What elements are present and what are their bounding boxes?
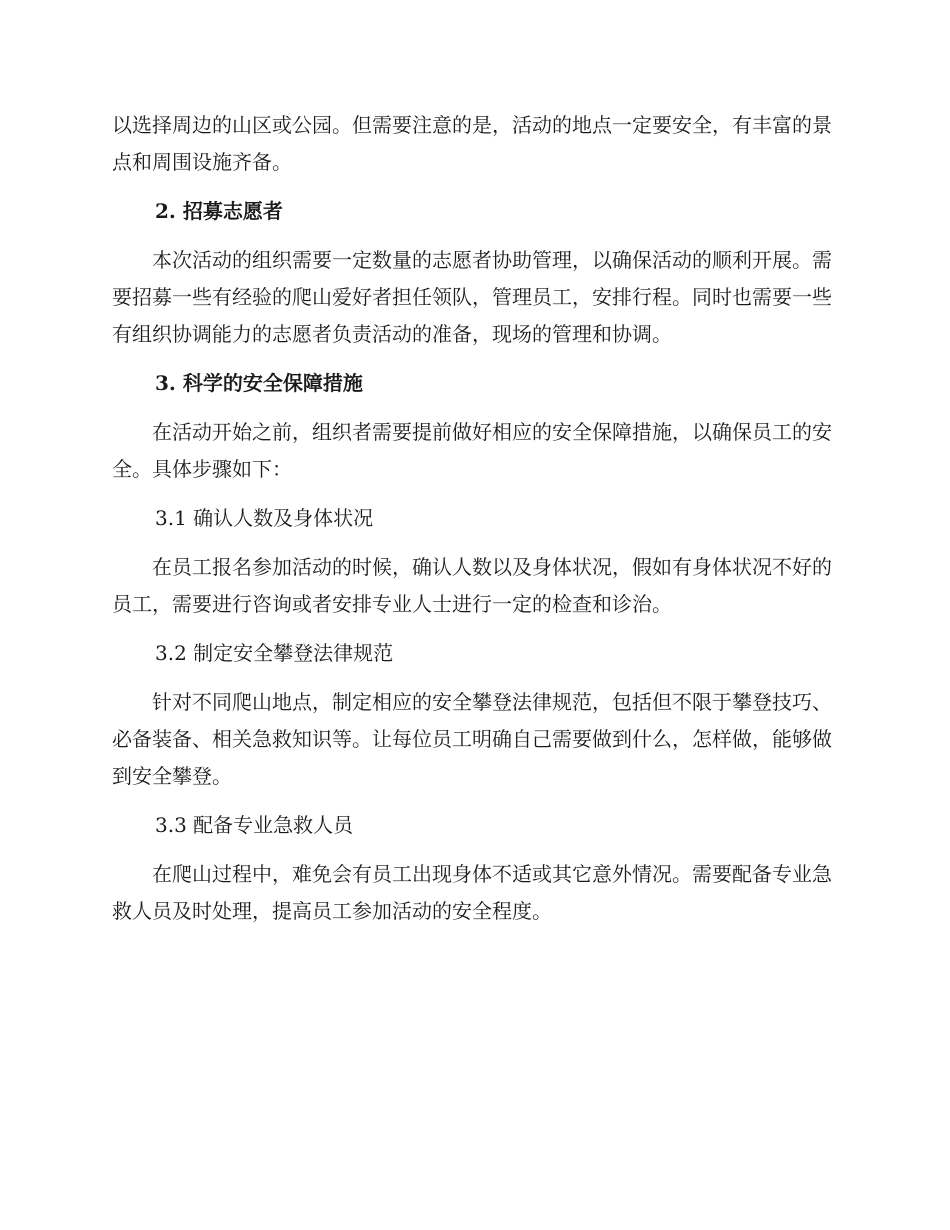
section-heading-safety-measures: 3. 科学的安全保障措施 xyxy=(155,371,363,395)
paragraph-recruit-volunteers: 本次活动的组织需要一定数量的志愿者协助管理，以确保活动的顺利开展。需要招募一些有经验的爬山爱好者担任领队，管理员工，安排行程。同时也需要一些有组织协调能力的志愿者负责活动的准备，现场的管理和协调。 xyxy=(112,248,832,346)
subsection-heading-climbing-rules: 3.2 制定安全攀登法律规范 xyxy=(155,641,394,665)
section-heading-recruit-volunteers: 2. 招募志愿者 xyxy=(155,199,283,223)
paragraph-intro-continued: 以选择周边的山区或公园。但需要注意的是，活动的地点一定要安全，有丰富的景点和周围设施齐备。 xyxy=(112,113,832,174)
paragraph-first-aid-staff: 在爬山过程中，难免会有员工出现身体不适或其它意外情况。需要配备专业急救人员及时处理，提高员工参加活动的安全程度。 xyxy=(112,862,832,923)
subsection-heading-headcount-health: 3.1 确认人数及身体状况 xyxy=(155,506,374,530)
document-body xyxy=(112,107,832,942)
subsection-heading-first-aid-staff: 3.3 配备专业急救人员 xyxy=(155,813,354,837)
paragraph-safety-measures: 在活动开始之前，组织者需要提前做好相应的安全保障措施，以确保员工的安全。具体步骤如下： xyxy=(112,420,832,481)
paragraph-climbing-rules: 针对不同爬山地点，制定相应的安全攀登法律规范，包括但不限于攀登技巧、必备装备、相关急救知识等。让每位员工明确自己需要做到什么，怎样做，能够做到安全攀登。 xyxy=(112,690,832,788)
paragraph-headcount-health: 在员工报名参加活动的时候，确认人数以及身体状况，假如有身体状况不好的员工，需要进行咨询或者安排专业人士进行一定的检查和诊治。 xyxy=(112,555,832,616)
